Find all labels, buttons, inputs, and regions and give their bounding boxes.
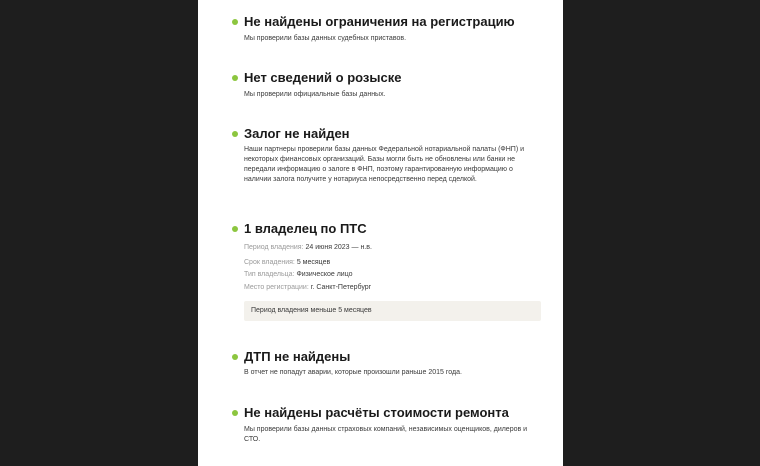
detail-label: Срок владения: xyxy=(244,259,295,266)
section-title: ДТП не найдены xyxy=(244,349,351,364)
section-description: Наши партнеры проверили базы данных Федеральной нотариальной палаты (ФНП) и некоторых финансовых организаций. Базы могли быть не обновлены или банки не передали информацию о залоге в ФНП, поэтому гарантированную информацию о наличии залога получите у нотариуса непосредственно перед сделкой. xyxy=(244,146,525,183)
section-title: Не найдены расчёты стоимости ремонта xyxy=(244,405,509,420)
section-title: Залог не найден xyxy=(244,126,350,141)
section-title: 1 владелец по ПТС xyxy=(244,221,367,236)
note-text: Период владения меньше 5 месяцев xyxy=(251,307,372,314)
status-dot-icon xyxy=(232,226,238,232)
detail-label: Тип владельца: xyxy=(244,271,295,278)
registration-place-row xyxy=(244,283,371,293)
status-dot-icon xyxy=(232,354,238,360)
ownership-period-row xyxy=(244,243,372,253)
status-dot-icon xyxy=(232,131,238,137)
detail-label: Период владения: xyxy=(244,244,304,251)
detail-value: Физическое лицо xyxy=(296,271,353,278)
section-title: Не найдены ограничения на регистрацию xyxy=(244,14,515,29)
ownership-duration-row xyxy=(244,258,330,268)
ownership-warning-note xyxy=(244,301,541,321)
status-dot-icon xyxy=(232,410,238,416)
detail-value: г. Санкт-Петербург xyxy=(310,284,372,291)
section-description: Мы проверили официальные базы данных. xyxy=(244,91,386,98)
section-description: В отчет не попадут аварии, которые произошли раньше 2015 года. xyxy=(244,369,462,376)
detail-value: 24 июня 2023 — н.в. xyxy=(305,244,372,251)
report-panel xyxy=(198,0,563,466)
owner-type-row xyxy=(244,270,353,280)
detail-label: Место регистрации: xyxy=(244,284,309,291)
section-description: Мы проверили базы данных страховых компаний, независимых оценщиков, дилеров и СТО. xyxy=(244,426,528,443)
status-dot-icon xyxy=(232,75,238,81)
detail-value: 5 месяцев xyxy=(296,259,331,266)
status-dot-icon xyxy=(232,19,238,25)
section-description: Мы проверили базы данных судебных приставов. xyxy=(244,35,407,42)
section-title: Нет сведений о розыске xyxy=(244,70,402,85)
